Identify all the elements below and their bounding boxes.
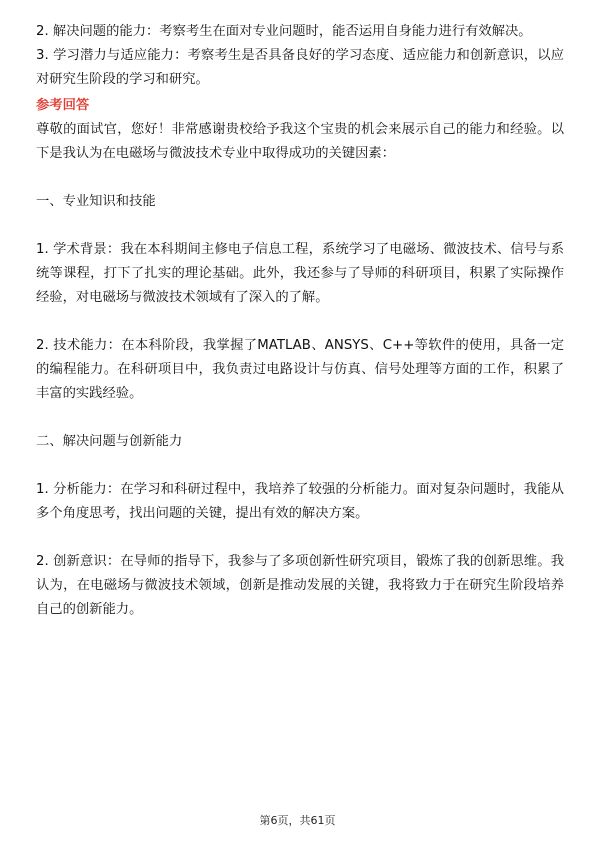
section2-title: 二、解决问题与创新能力	[36, 434, 183, 449]
section1-title: 一、专业知识和技能	[36, 194, 156, 209]
section1-paragraph-1: 1. 学术背景：我在本科期间主修电子信息工程，系统学习了电磁场、微波技术、信号与系统等课程，打下了扎实的理论基础。此外，我还参与了导师的科研项目，积累了实际操作经验，对电磁场与微波技术领域有了深入的了解。	[36, 242, 564, 305]
page-number: 第6页，共61页	[259, 814, 336, 827]
criteria-item-3: 3. 学习潜力与适应能力：考察考生是否具备良好的学习态度、适应能力和创新意识，以应对研究生阶段的学习和研究。	[36, 48, 564, 87]
page-content	[36, 20, 564, 622]
section2-paragraph-1: 1. 分析能力：在学习和科研过程中，我培养了较强的分析能力。面对复杂问题时，我能从多个角度思考，找出问题的关键，提出有效的解决方案。	[36, 482, 564, 521]
section2-paragraph-2: 2. 创新意识：在导师的指导下，我参与了多项创新性研究项目，锻炼了我的创新思维。我认为，在电磁场与微波技术领域，创新是推动发展的关键，我将致力于在研究生阶段培养自己的创新能力。	[36, 554, 564, 617]
criteria-item-2: 2. 解决问题的能力：考察考生在面对专业问题时，能否运用自身能力进行有效解决。	[36, 24, 532, 39]
reference-answer-heading: 参考回答	[36, 98, 90, 113]
answer-intro: 尊敬的面试官，您好！非常感谢贵校给予我这个宝贵的机会来展示自己的能力和经验。以下是我认为在电磁场与微波技术专业中取得成功的关键因素：	[36, 122, 564, 161]
section1-paragraph-2: 2. 技术能力：在本科阶段，我掌握了MATLAB、ANSYS、C++等软件的使用，具备一定的编程能力。在科研项目中，我负责过电路设计与仿真、信号处理等方面的工作，积累了丰富的实践经验。	[36, 338, 564, 401]
